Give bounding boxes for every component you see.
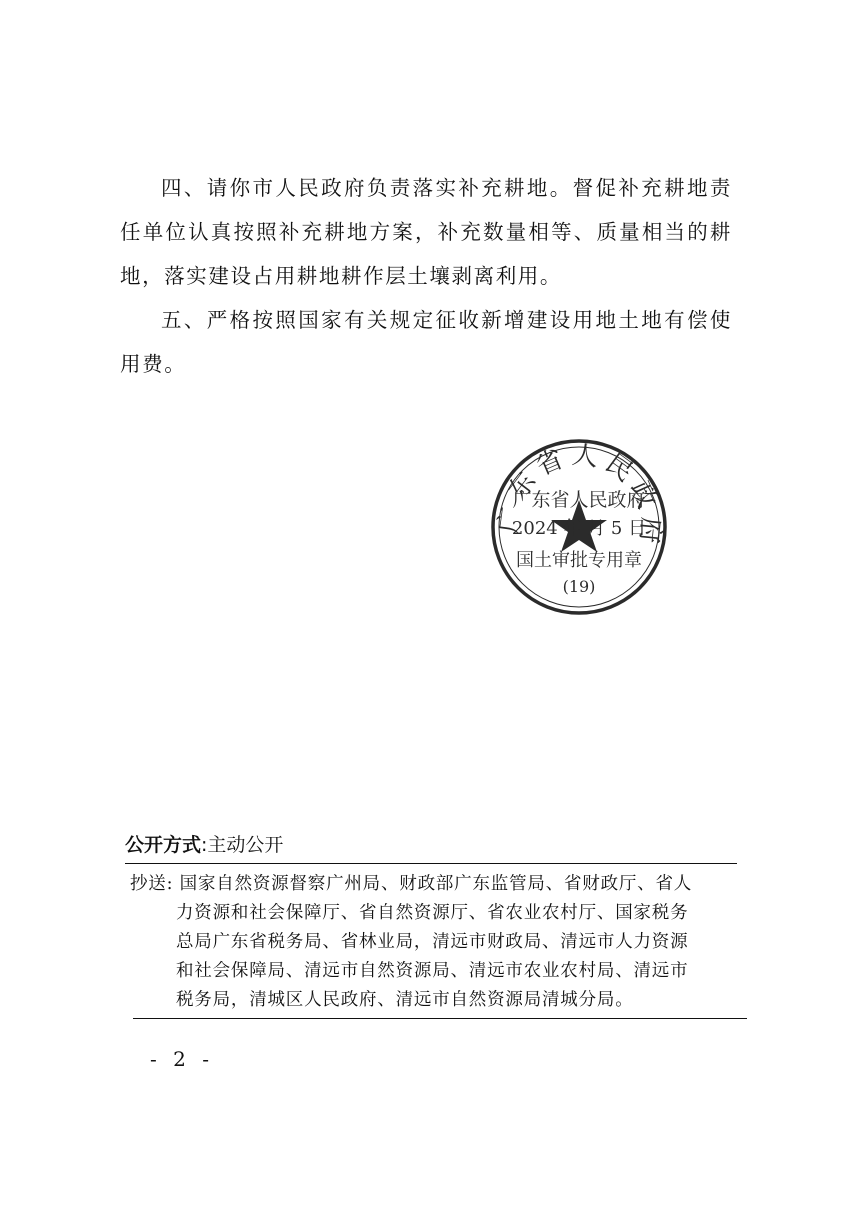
seal-number: (19) <box>562 577 596 596</box>
official-seal <box>490 438 668 616</box>
divider-bottom <box>133 1018 747 1019</box>
page-number: - 2 - <box>150 1047 214 1071</box>
cc-line: 总局广东省税务局、省林业局，清远市财政局、清远市人力资源 <box>176 932 689 952</box>
seal-arc-text: 广东省人民政府 <box>493 440 667 551</box>
cc-line: 力资源和社会保障厅、省自然资源厅、省农业农村厅、国家税务 <box>176 903 689 923</box>
seal-purpose: 国土审批专用章 <box>516 550 642 571</box>
disclosure-method <box>125 832 283 858</box>
cc-label: 抄送: <box>130 874 174 894</box>
disclosure-label: 公开方式 <box>125 834 202 856</box>
cc-line: 和社会保障局、清远市自然资源局、清远市农业农村局、清远市 <box>176 961 689 981</box>
paragraph-five: 五、严格按照国家有关规定征收新增建设用地土地有偿使用费。 <box>120 308 732 376</box>
cc-line: 税务局，清城区人民政府、清远市自然资源局清城分局。 <box>176 990 634 1010</box>
cc-line: 抄送: 国家自然资源督察广州局、财政部广东监管局、省财政厅、省人 <box>130 874 693 894</box>
divider-top <box>125 863 737 864</box>
paragraph-four: 四、请你市人民政府负责落实补充耕地。督促补充耕地责任单位认真按照补充耕地方案，补充数量相等、质量相当的耕地，落实建设占用耕地耕作层土壤剥离利用。 <box>120 176 732 288</box>
disclosure-value: :主动公开 <box>201 834 284 856</box>
cc-list <box>130 870 740 1015</box>
seal-issuer: 广东省人民政府 <box>512 489 646 511</box>
seal-date: 2024 年 月 5 日 <box>511 518 647 539</box>
